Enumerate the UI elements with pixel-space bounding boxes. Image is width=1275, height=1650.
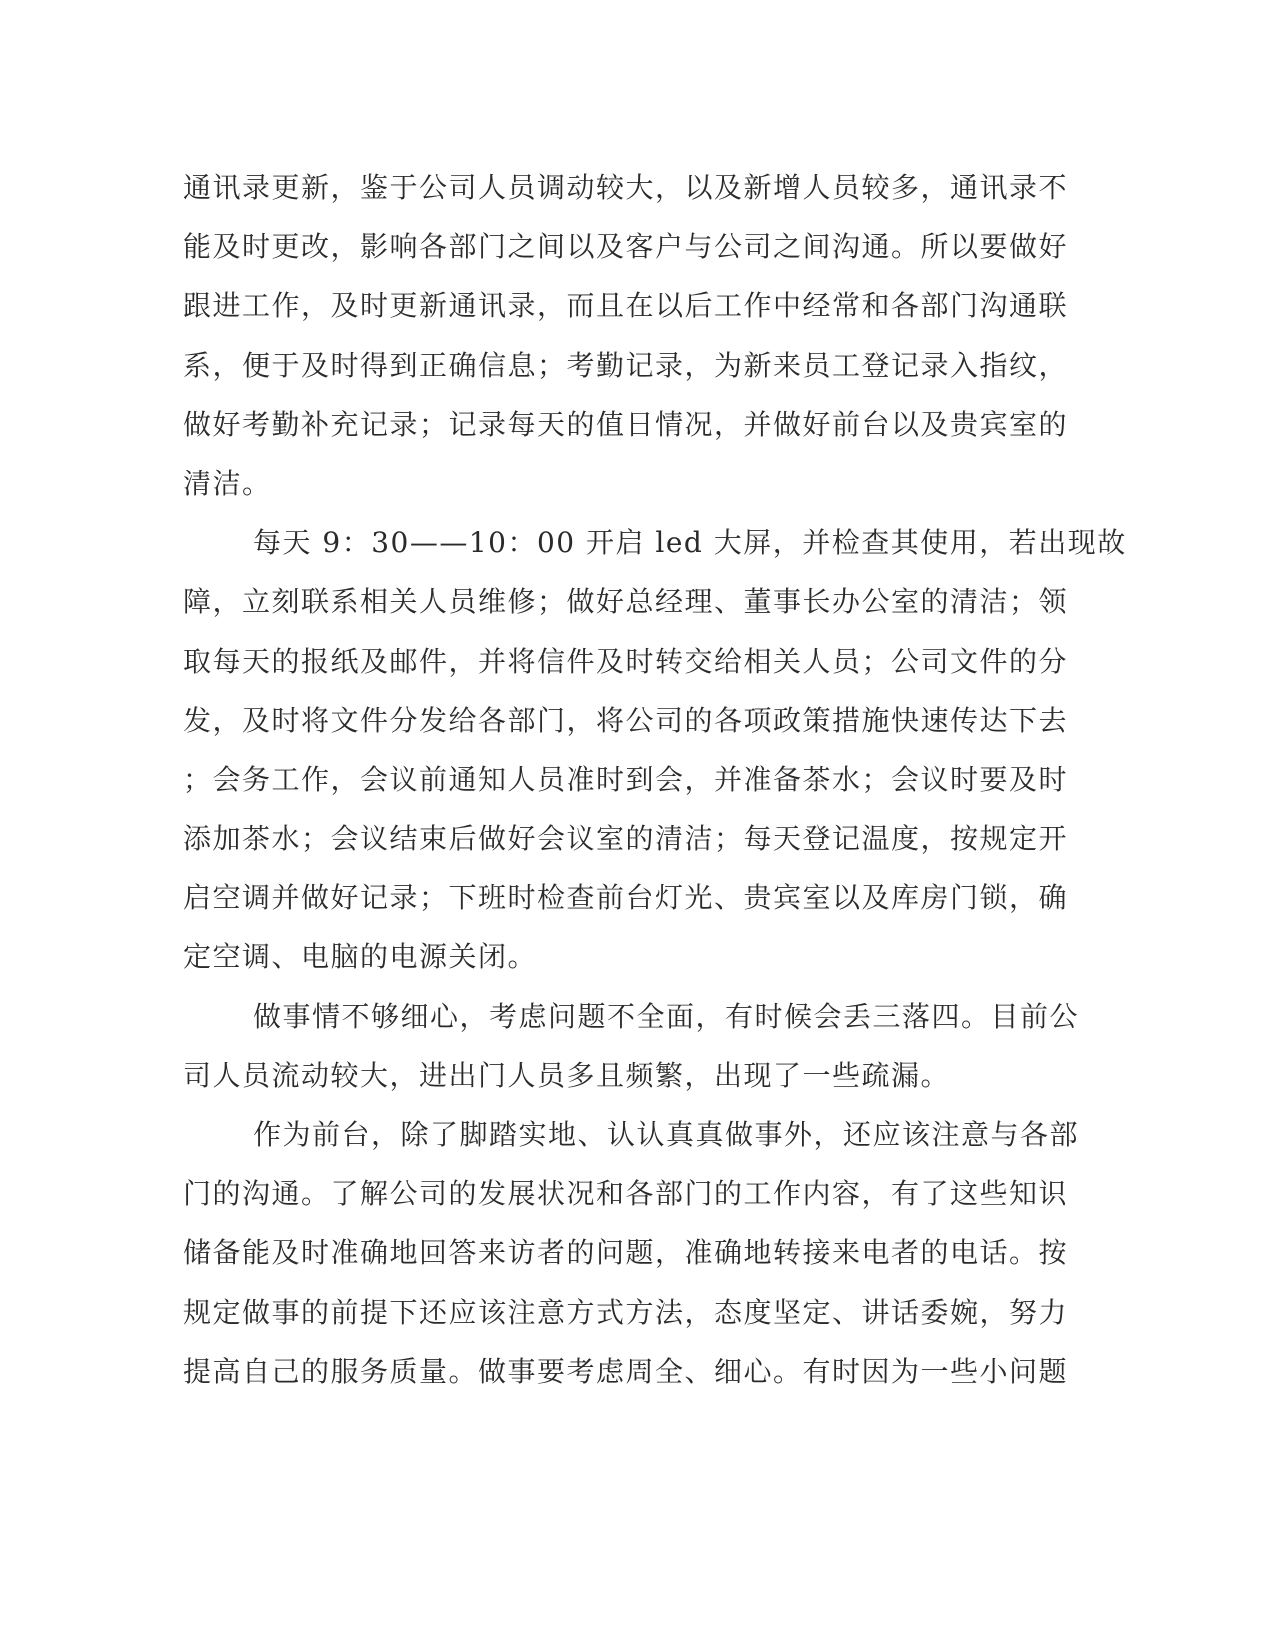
text-line: 司人员流动较大，进出门人员多且频繁，出现了一些疏漏。: [183, 1058, 951, 1092]
text-line: 取每天的报纸及邮件，并将信件及时转交给相关人员；公司文件的分: [183, 644, 1069, 678]
text-line: ；会务工作，会议前通知人员准时到会，并准备茶水；会议时要及时: [183, 762, 1069, 796]
text-line: 作为前台，除了脚踏实地、认认真真做事外，还应该注意与各部: [253, 1118, 1080, 1151]
text-line: 做好考勤补充记录；记录每天的值日情况，并做好前台以及贵宾室的: [183, 407, 1069, 441]
text-line: 定空调、电脑的电源关闭。: [183, 940, 538, 974]
document-body: [183, 158, 1127, 1401]
text-line: 做事情不够细心，考虑问题不全面，有时候会丢三落四。目前公: [253, 999, 1080, 1033]
text-line: 能及时更改，影响各部门之间以及客户与公司之间沟通。所以要做好: [183, 230, 1069, 264]
text-line: 门的沟通。了解公司的发展状况和各部门的工作内容，有了这些知识: [183, 1177, 1069, 1211]
text-line: 启空调并做好记录；下班时检查前台灯光、贵宾室以及库房门锁，确: [183, 881, 1069, 915]
text-line: 储备能及时准确地回答来访者的问题，准确地转接来电者的电话。按: [183, 1236, 1069, 1270]
text-line: 每天 9：30——10：00 开启 led 大屏，并检查其使用，若出现故: [253, 526, 1127, 560]
text-line: 障，立刻联系相关人员维修；做好总经理、董事长办公室的清洁；领: [183, 585, 1069, 619]
text-line: 提高自己的服务质量。做事要考虑周全、细心。有时因为一些小问题: [183, 1354, 1069, 1388]
text-line: 发，及时将文件分发给各部门，将公司的各项政策措施快速传达下去: [183, 703, 1069, 737]
text-line: 添加茶水；会议结束后做好会议室的清洁；每天登记温度，按规定开: [183, 822, 1069, 856]
text-line: 跟进工作，及时更新通讯录，而且在以后工作中经常和各部门沟通联: [183, 289, 1069, 323]
text-line: 通讯录更新，鉴于公司人员调动较大，以及新增人员较多，通讯录不: [183, 171, 1069, 204]
text-line: 系，便于及时得到正确信息；考勤记录，为新来员工登记录入指纹，: [183, 348, 1069, 382]
text-line: 规定做事的前提下还应该注意方式方法，态度坚定、讲话委婉，努力: [183, 1295, 1069, 1329]
text-line: 清洁。: [183, 466, 272, 500]
